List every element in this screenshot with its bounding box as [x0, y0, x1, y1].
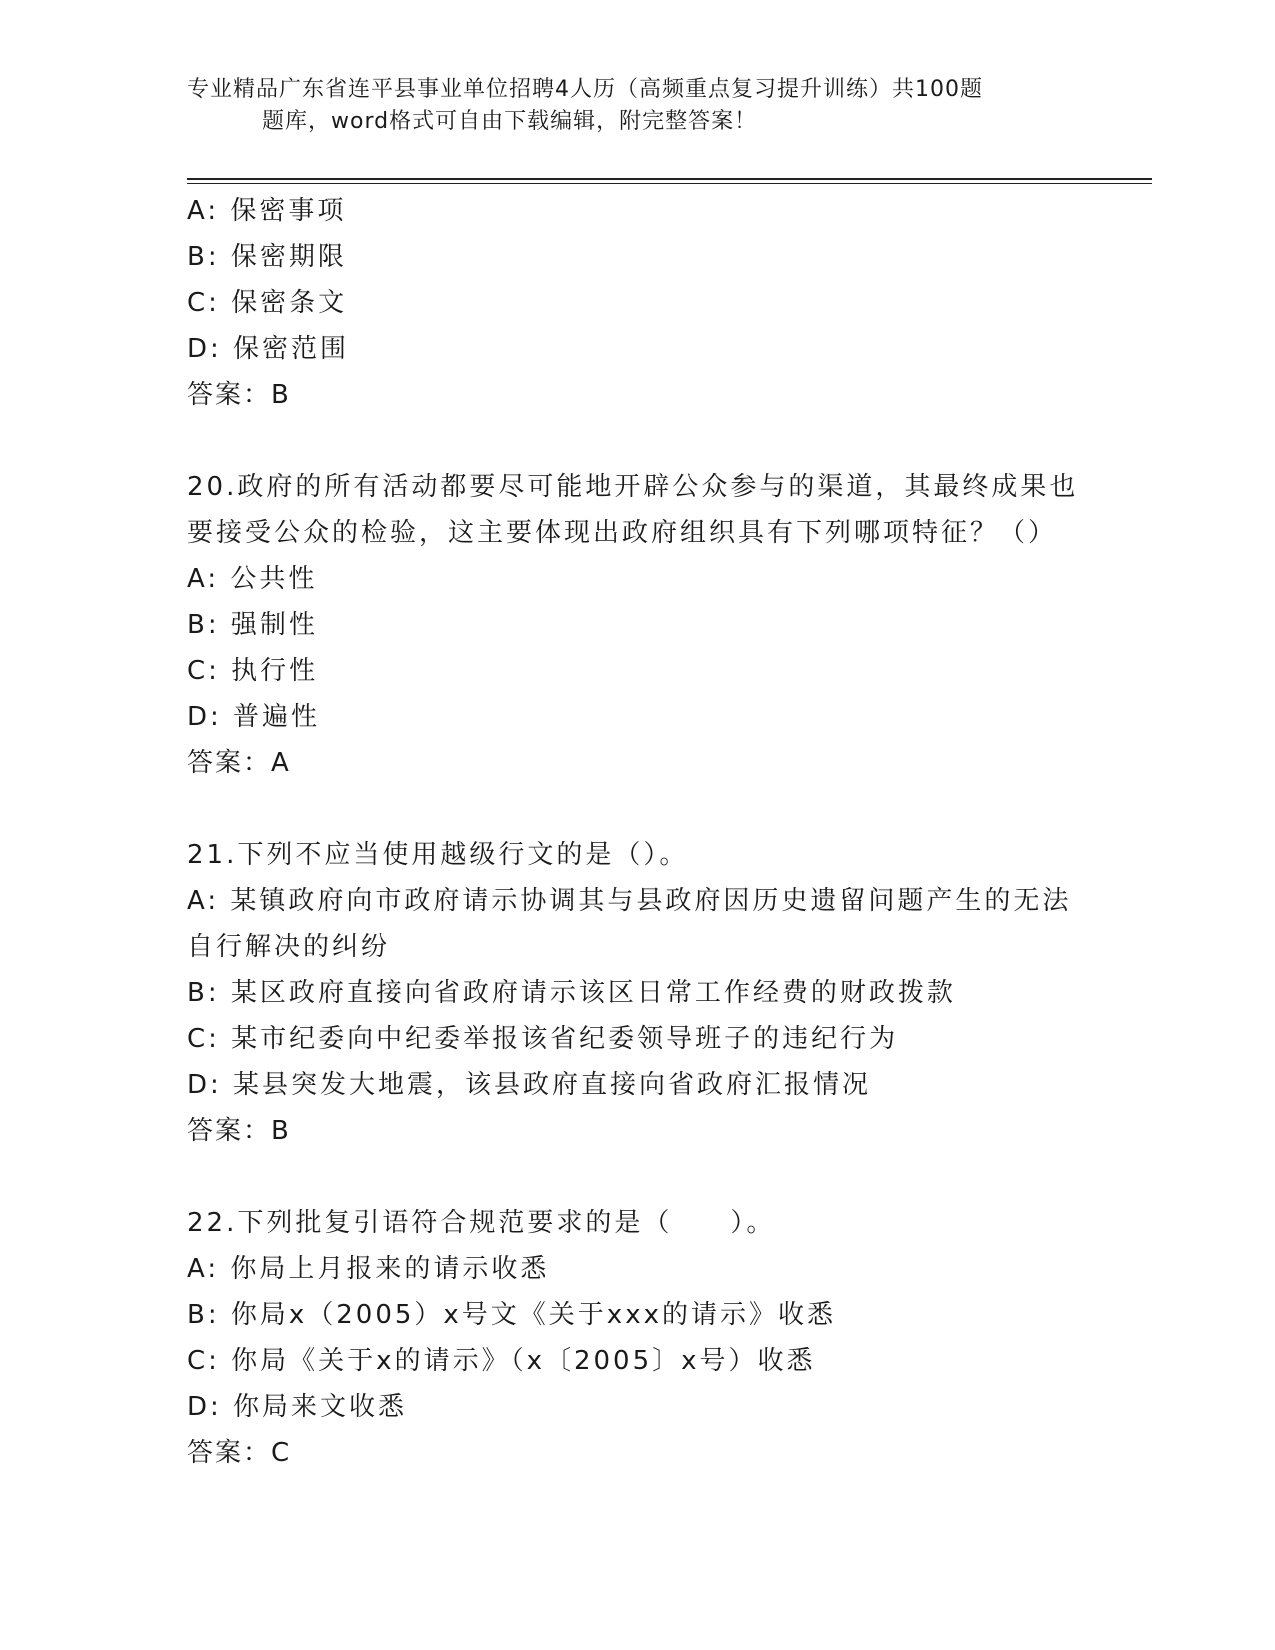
option-d: D: 某县突发大地震，该县政府直接向省政府汇报情况 — [187, 1070, 872, 1100]
option-a-line-2: 自行解决的纠纷 — [187, 932, 391, 962]
header-divider-thick — [187, 178, 1152, 180]
question-22 — [187, 1200, 1107, 1476]
answer: 答案：A — [187, 748, 291, 778]
option-b: B: 你局x（2005）x号文《关于xxx的请示》收悉 — [187, 1300, 836, 1330]
page-header — [187, 74, 1077, 138]
question-20 — [187, 464, 1107, 786]
option-a: A: 你局上月报来的请示收悉 — [187, 1254, 550, 1284]
spacer — [187, 786, 1107, 832]
option-a-line-1: A: 某镇政府向市政府请示协调其与县政府因历史遗留问题产生的无法 — [187, 886, 1072, 916]
option-d: D: 你局来文收悉 — [187, 1392, 408, 1422]
question-stem-line-2: 要接受公众的检验，这主要体现出政府组织具有下列哪项特征？（） — [187, 518, 1058, 548]
header-line-1: 专业精品广东省连平县事业单位招聘4人历（高频重点复习提升训练）共100题 — [187, 77, 983, 102]
answer: 答案：B — [187, 380, 291, 410]
header-line-2: 题库，word格式可自由下载编辑，附完整答案！ — [262, 109, 758, 134]
answer: 答案：C — [187, 1438, 292, 1468]
option-c: C: 保密条文 — [187, 288, 348, 318]
question-19 — [187, 188, 1107, 418]
header-divider-thin — [187, 183, 1152, 184]
option-d: D: 保密范围 — [187, 334, 350, 364]
question-list — [187, 188, 1107, 1476]
option-b: B: 保密期限 — [187, 242, 347, 272]
spacer — [187, 418, 1107, 464]
spacer — [187, 1154, 1107, 1200]
option-c: C: 某市纪委向中纪委举报该省纪委领导班子的违纪行为 — [187, 1024, 899, 1054]
question-stem-line-1: 20.政府的所有活动都要尽可能地开辟公众参与的渠道，其最终成果也 — [187, 472, 1079, 502]
answer: 答案：B — [187, 1116, 291, 1146]
option-b: B: 强制性 — [187, 610, 318, 640]
option-c: C: 执行性 — [187, 656, 319, 686]
option-b: B: 某区政府直接向省政府请示该区日常工作经费的财政拨款 — [187, 978, 956, 1008]
question-stem: 21.下列不应当使用越级行文的是（）。 — [187, 840, 689, 870]
question-21 — [187, 832, 1107, 1154]
option-d: D: 普遍性 — [187, 702, 321, 732]
question-stem: 22.下列批复引语符合规范要求的是（ ）。 — [187, 1208, 776, 1238]
option-c: C: 你局《关于x的请示》（x〔2005〕x号）收悉 — [187, 1346, 816, 1376]
option-a: A: 公共性 — [187, 564, 318, 594]
option-a: A: 保密事项 — [187, 196, 347, 226]
